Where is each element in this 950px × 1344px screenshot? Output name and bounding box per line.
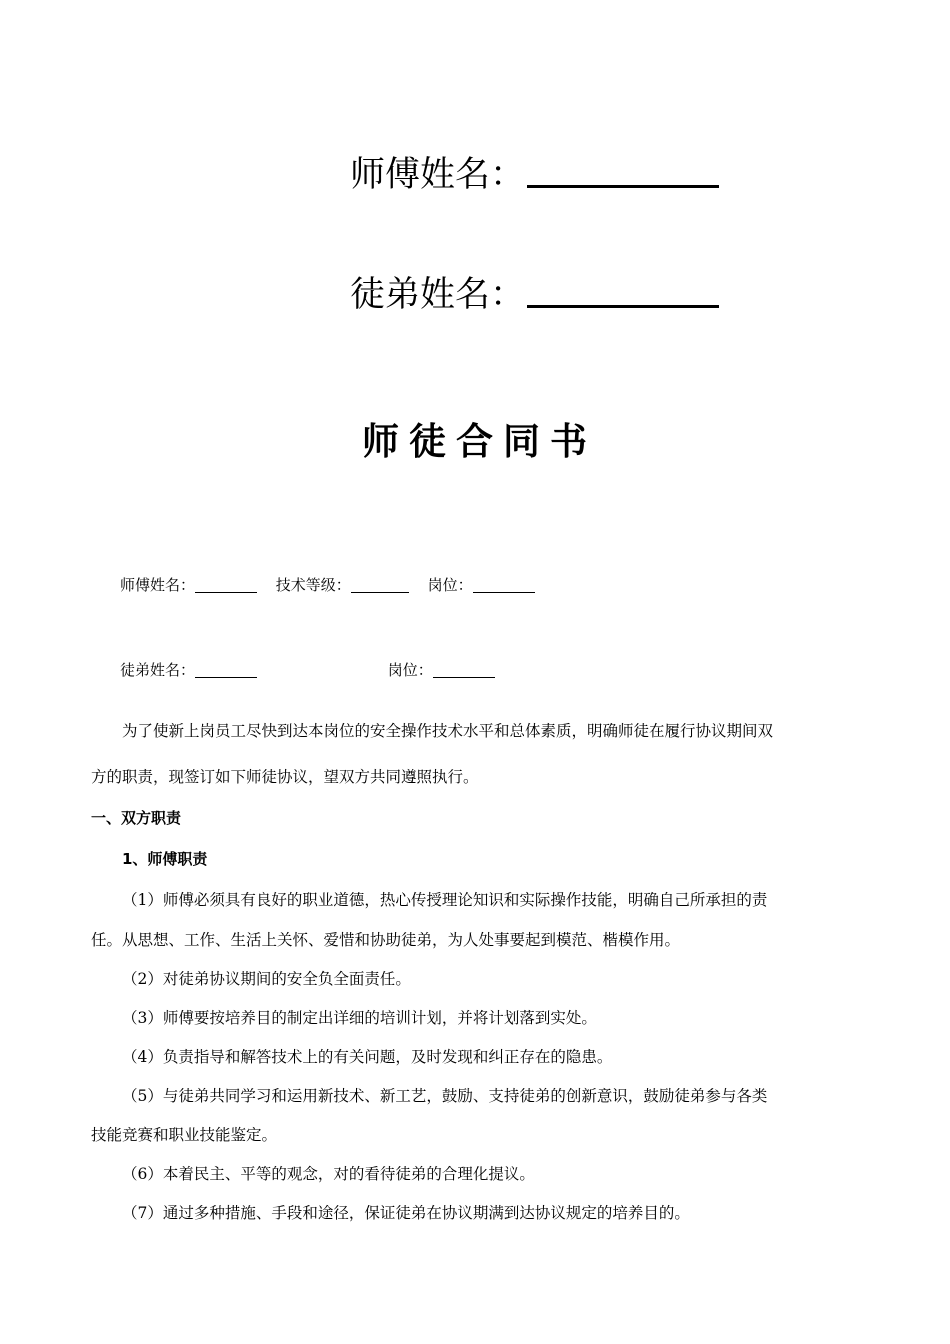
cover-master-label: 师傅姓名： bbox=[350, 155, 526, 195]
item-1-line-2: 任。从思想、工作、生活上关怀、爱惜和协助徒弟，为人处事要起到模范、楷模作用。 bbox=[91, 931, 681, 949]
item-2: （2）对徒弟协议期间的安全负全面责任。 bbox=[122, 970, 411, 988]
item-4: （4）负责指导和解答技术上的有关问题，及时发现和纠正存在的隐患。 bbox=[122, 1048, 613, 1066]
cover-apprentice-blank[interactable] bbox=[527, 305, 719, 308]
item-7: （7）通过多种措施、手段和途径，保证徒弟在协议期满到达协议规定的培养目的。 bbox=[122, 1204, 690, 1222]
post-blank-master[interactable] bbox=[473, 592, 535, 594]
tech-level-blank[interactable] bbox=[351, 592, 409, 594]
tech-level-label: 技术等级： bbox=[275, 576, 351, 594]
post-label-apprentice: 岗位： bbox=[387, 661, 433, 679]
cover-master-name bbox=[350, 155, 719, 195]
master-name-blank[interactable] bbox=[195, 592, 257, 594]
document-title: 师徒合同书 bbox=[362, 420, 597, 463]
post-blank-apprentice[interactable] bbox=[433, 677, 495, 679]
apprentice-name-blank[interactable] bbox=[195, 677, 257, 679]
item-6: （6）本着民主、平等的观念，对的看待徒弟的合理化提议。 bbox=[122, 1165, 535, 1183]
item-1-line-1: （1）师傅必须具有良好的职业道德，热心传授理论知识和实际操作技能，明确自己所承担的责 bbox=[122, 891, 768, 909]
form-row-apprentice bbox=[120, 660, 495, 680]
cover-apprentice-label: 徒弟姓名： bbox=[350, 275, 526, 315]
item-5-line-2: 技能竞赛和职业技能鉴定。 bbox=[91, 1126, 278, 1144]
post-label-master: 岗位： bbox=[427, 576, 473, 594]
cover-apprentice-name bbox=[350, 275, 719, 315]
apprentice-name-label: 徒弟姓名： bbox=[120, 661, 196, 679]
section-heading: 一、双方职责 bbox=[91, 809, 182, 827]
cover-master-blank[interactable] bbox=[527, 185, 719, 188]
item-5-line-1: （5）与徒弟共同学习和运用新技术、新工艺，鼓励、支持徒弟的创新意识，鼓励徒弟参与各类 bbox=[122, 1087, 768, 1105]
form-row-master bbox=[120, 575, 535, 595]
item-3: （3）师傅要按培养目的制定出详细的培训计划，并将计划落到实处。 bbox=[122, 1009, 597, 1027]
subsection-heading: 1、师傅职责 bbox=[122, 850, 208, 868]
intro-line-2: 方的职责，现签订如下师徒协议，望双方共同遵照执行。 bbox=[91, 768, 479, 786]
master-name-label: 师傅姓名： bbox=[120, 576, 196, 594]
intro-line-1: 为了使新上岗员工尽快到达本岗位的安全操作技术水平和总体素质，明确师徒在履行协议期间双 bbox=[122, 722, 774, 740]
